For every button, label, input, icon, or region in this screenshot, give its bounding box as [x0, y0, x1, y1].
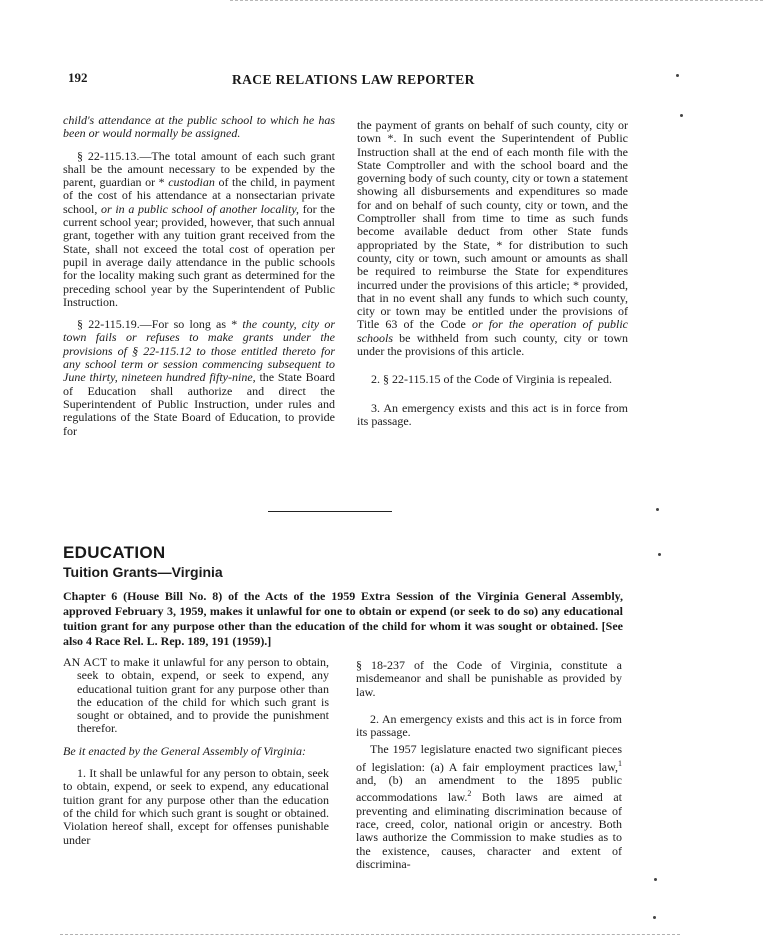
top-scan-edge	[230, 0, 763, 1]
top-left-column	[63, 114, 335, 447]
bottom-scan-edge	[60, 934, 680, 935]
grant-payment-paragraph: the payment of grants on behalf of such county, city or town *. In such event the Superintendent of Public Instruction shall at the end of each month file with the State Comptroller and with the school board and the governing body of such county, city or town a statement showing all disbursements and expenditures so made for and on behalf of such county, city or town, and the Comptroller shall from time to time as such funds become available deduct from other State funds appropriated by the State, * for distribution to such county, city or town, such amount or amounts as shall be required to reimburse the State for expenditures incurred under the provisions of this article; * provided, that in no event shall any funds to which such county, city or town may be entitled under the provisions of Title 63 of the Code or for the operation of public schools be withheld from such county, city or town under the provisions of this article.	[357, 118, 628, 359]
page-number: 192	[68, 70, 88, 85]
misdemeanor-paragraph: § 18-237 of the Code of Virginia, constitute a misdemeanor and shall be punishable as provided by law.	[356, 658, 622, 699]
footnote-marker-2[interactable]: 2	[467, 789, 472, 799]
repeal-paragraph: 2. § 22-115.15 of the Code of Virginia is repealed.	[371, 372, 613, 387]
emergency-clause-paragraph-2: 2. An emergency exists and this act is in force from its passage.	[356, 711, 622, 740]
legislation-paragraph: The 1957 legislature enacted two significant pieces of legislation: (a) A fair employment practices law,$^1$ and, (b) an amendment to the 1895 public accommodations law.$^2$ Both laws are aimed at preventing and eliminating discrimination because of race, creed, color, national origin or ancestry. Both laws authorize the Commission to make studies as to the existence, causes, character and extent of discrimina-	[356, 742, 622, 871]
section-heading: EDUCATION	[63, 543, 166, 562]
scan-speck	[654, 878, 657, 881]
section-subheading: Tuition Grants—Virginia	[63, 564, 223, 580]
section-22-115-19-paragraph: § 22-115.19.—For so long as * the county, city or town fails or refuses to make grants under the provisions of § 22-115.12 to those entitled thereto for any school term or session commencing subsequent to June thirty, nineteen hundred fifty-nine, the State Board of Education shall authorize and direct the Superintendent of Public Instruction, under rules and regulations of the State Board of Education, to provide for	[63, 317, 335, 438]
act-section-1-paragraph: 1. It shall be unlawful for any person to obtain, seek to obtain, expend, or seek to expend, any educational tuition grant for any purpose other than the education of the child for which such grant is sought or obtained. Violation hereof shall, except for offenses punishable under	[63, 766, 329, 847]
emergency-clause-paragraph: 3. An emergency exists and this act is in force from its passage.	[357, 400, 628, 428]
top-right-column	[357, 119, 628, 437]
section-divider	[268, 511, 392, 512]
bottom-left-column	[63, 656, 329, 856]
headnote: Chapter 6 (House Bill No. 8) of the Acts of the 1959 Extra Session of the Virginia General Assembly, approved February 3, 1959, makes it unlawful for one to obtain or expend (or seek to do so) any educational tuition grant for any purpose other than the education of the child for whom it was sought or obtained. [See also 4 Race Rel. L. Rep. 189, 191 (1959).]	[63, 589, 623, 648]
scan-speck	[653, 916, 656, 919]
scan-speck	[658, 553, 661, 556]
scan-speck	[656, 508, 659, 511]
enacting-clause: Be it enacted by the General Assembly of Virginia:	[63, 743, 307, 758]
running-title: RACE RELATIONS LAW REPORTER	[232, 72, 475, 87]
continued-paragraph: child's attendance at the public school to which he has been or would normally be assigned.	[63, 113, 335, 141]
bottom-right-column	[356, 659, 622, 880]
section-22-115-13-paragraph: § 22-115.13.—The total amount of each such grant shall be the amount necessary to be expended by the parent, guardian or * custodian of the child, in payment of the cost of his attendance at a nonsectarian private school, or in a public school of another locality, for the current school year; provided, however, that such annual grant, together with any tuition grant received from the State, shall not exceed the total cost of operation per pupil in average daily attendance in the public schools for the locality making such grant as determined for the preceding school year by the Superintendent of Public Instruction.	[63, 148, 335, 309]
scan-speck	[676, 74, 679, 77]
act-title: AN ACT to make it unlawful for any person to obtain, seek to obtain, expend, or seek to expend, any educational tuition grant for any purpose other than the education of the child for which such grant is sought or obtained, and to provide the punishment therefor.	[63, 655, 329, 736]
footnote-marker-1[interactable]: 1	[618, 758, 622, 768]
scan-speck	[680, 114, 683, 117]
